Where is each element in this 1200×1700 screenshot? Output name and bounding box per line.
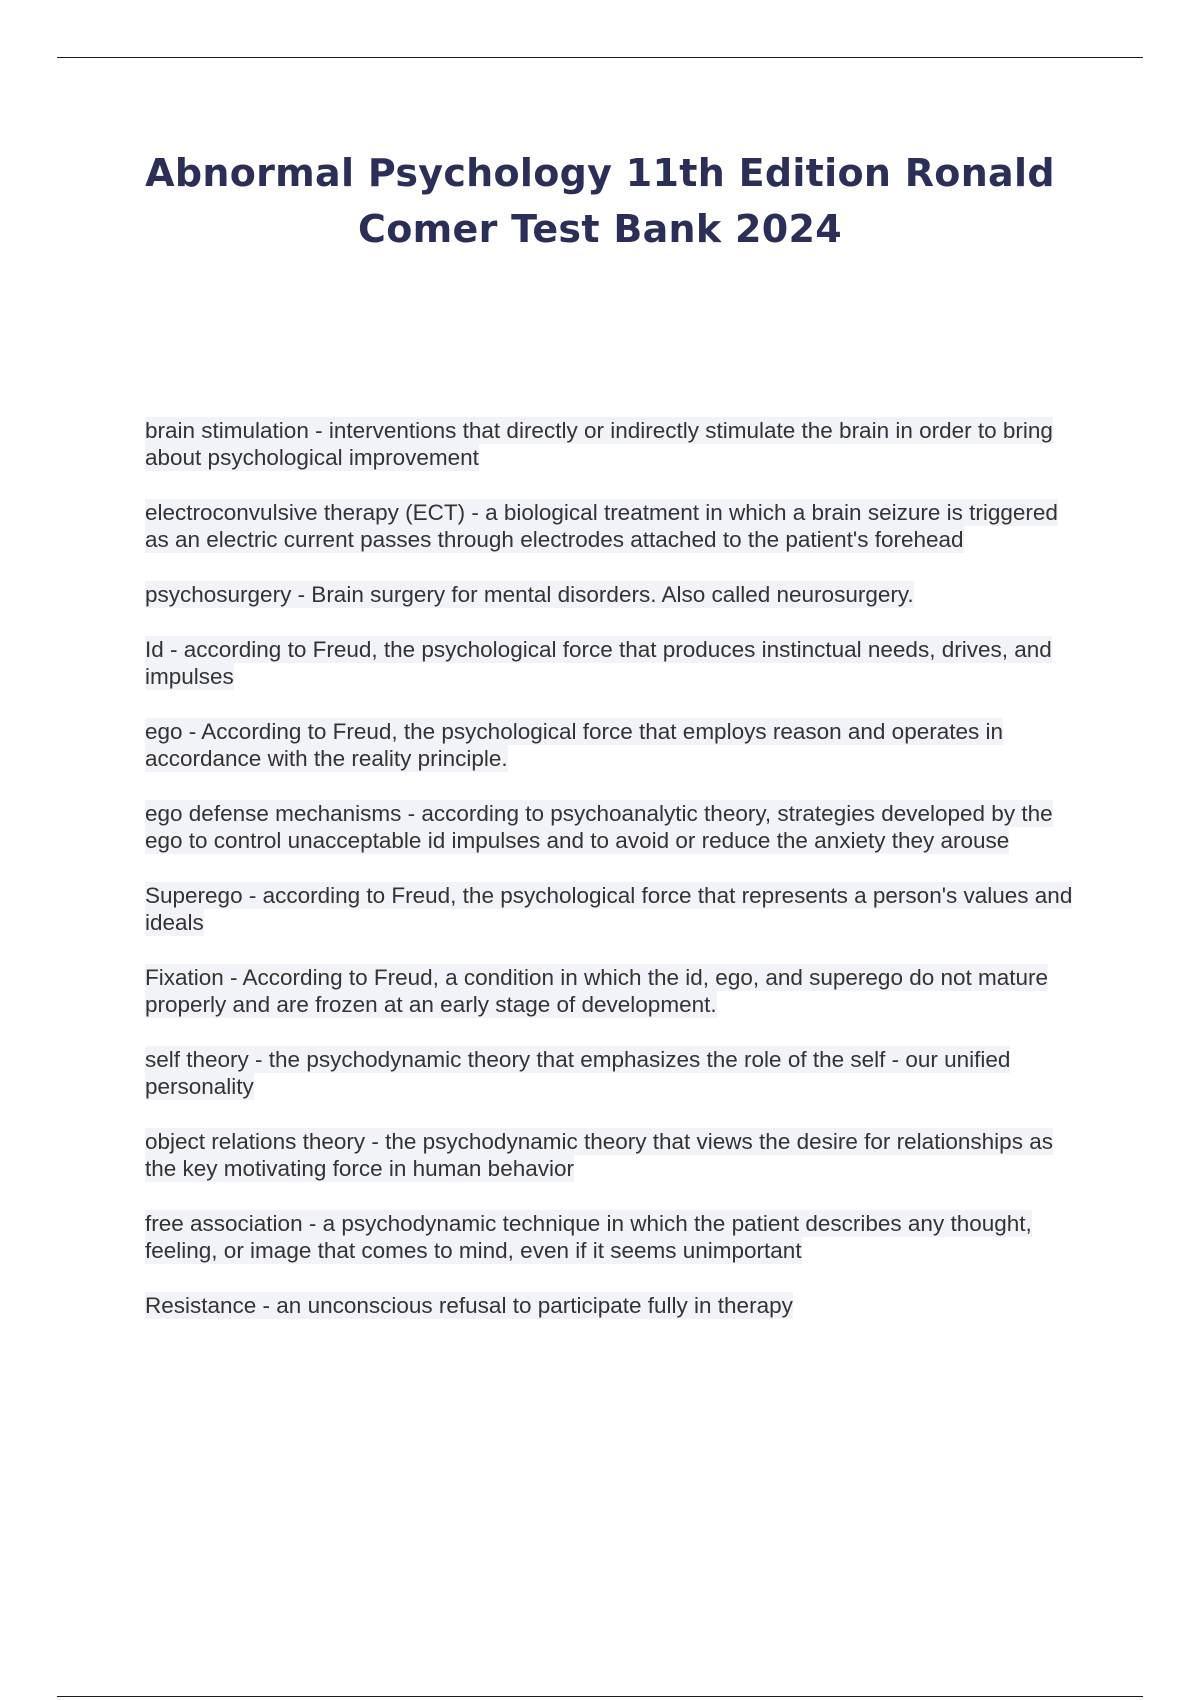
term-entry [145, 1210, 1085, 1264]
term-text: Fixation - According to Freud, a condition in which the id, ego, and superego do not mature properly and are frozen at an early stage of development. [145, 965, 1049, 1017]
page-title-line-1: Abnormal Psychology 11th Edition Ronald [145, 151, 1055, 195]
term-entry [145, 581, 1085, 608]
term-entry [145, 800, 1085, 854]
term-entry [145, 636, 1085, 690]
term-text: electroconvulsive therapy (ECT) - a biological treatment in which a brain seizure is triggered as an electric current passes through electrodes attached to the patient's forehead [145, 500, 1058, 552]
term-text: psychosurgery - Brain surgery for mental disorders. Also called neurosurgery. [145, 582, 914, 607]
term-entry [145, 1292, 1085, 1319]
term-text: self theory - the psychodynamic theory that emphasizes the role of the self - our unified personality [145, 1047, 1011, 1099]
term-list [145, 417, 1085, 1347]
page-title-line-2: Comer Test Bank 2024 [358, 207, 842, 251]
term-text: free association - a psychodynamic technique in which the patient describes any thought, feeling, or image that comes to mind, even if it seems unimportant [145, 1211, 1032, 1263]
top-divider [57, 57, 1143, 58]
term-text: ego defense mechanisms - according to psychoanalytic theory, strategies developed by the ego to control unacceptable id impulses and to avoid or reduce the anxiety they arouse [145, 801, 1053, 853]
term-entry [145, 718, 1085, 772]
term-entry [145, 964, 1085, 1018]
term-entry [145, 882, 1085, 936]
bottom-divider [57, 1696, 1143, 1697]
term-entry [145, 417, 1085, 471]
term-entry [145, 1128, 1085, 1182]
term-entry [145, 499, 1085, 553]
term-text: Id - according to Freud, the psychological force that produces instinctual needs, drives, and impulses [145, 637, 1052, 689]
term-entry [145, 1046, 1085, 1100]
term-text: Superego - according to Freud, the psychological force that represents a person's values and ideals [145, 883, 1073, 935]
term-text: ego - According to Freud, the psychological force that employs reason and operates in accordance with the reality principle. [145, 719, 1003, 771]
term-text: object relations theory - the psychodynamic theory that views the desire for relationships as the key motivating force in human behavior [145, 1129, 1053, 1181]
term-text: Resistance - an unconscious refusal to participate fully in therapy [145, 1293, 793, 1318]
term-text: brain stimulation - interventions that directly or indirectly stimulate the brain in order to bring about psychological improvement [145, 418, 1053, 470]
page-title [140, 145, 1060, 257]
